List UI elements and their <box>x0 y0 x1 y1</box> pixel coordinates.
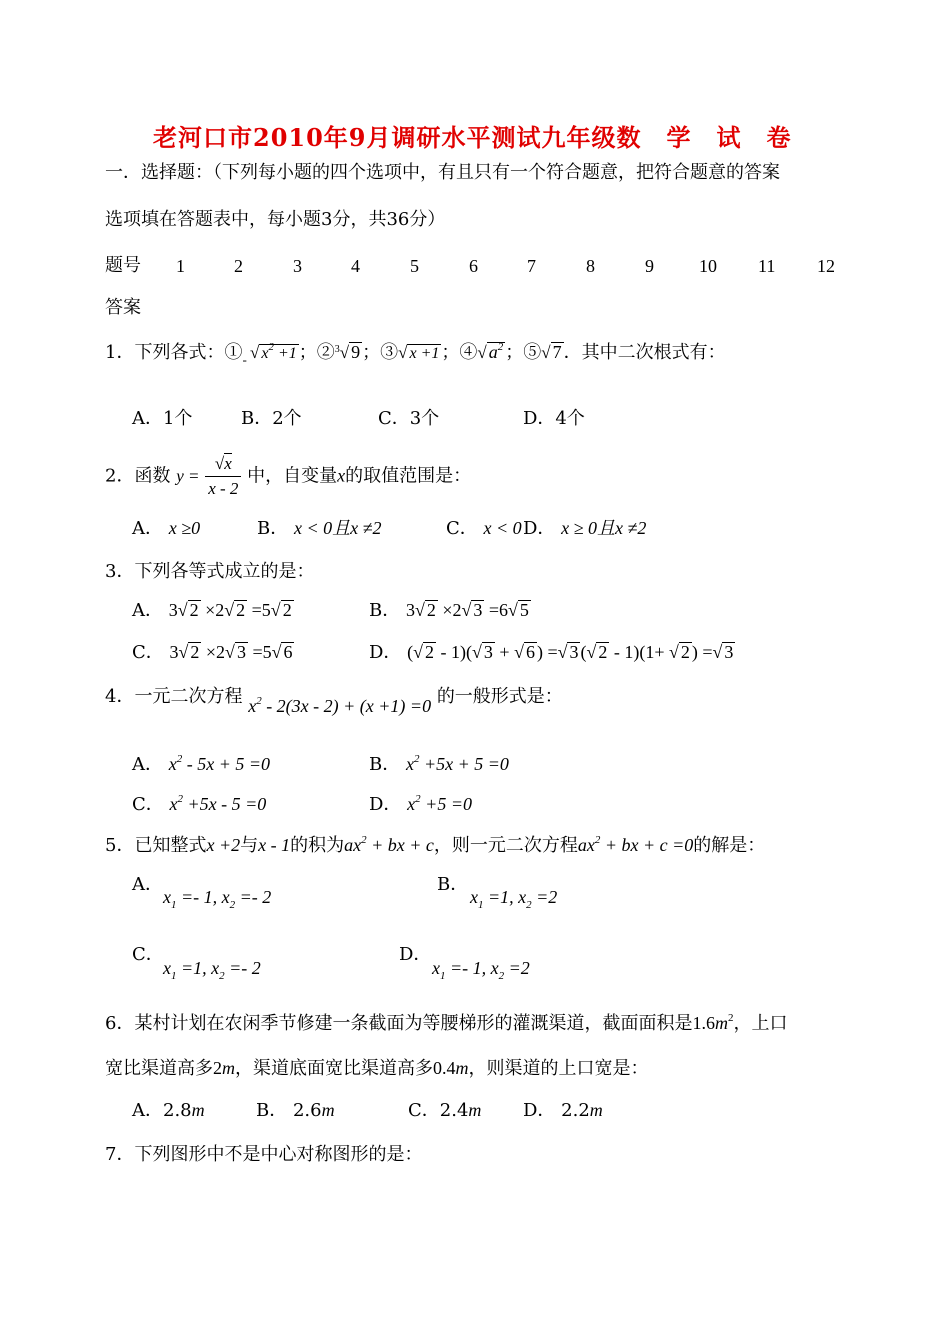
question-number-7: 7 <box>527 256 536 276</box>
question-4-option-b: B． $x^2 +5x + 5 =0$ <box>369 753 509 775</box>
question-3-option-d: D． (√ 2 - 1)(√ 3 + √ 6 ) =√ 3 (√ 2 - 1)(1+ √ 2 ) =√ 3 <box>369 642 734 663</box>
question-1-option-c: C．3个 <box>378 408 440 429</box>
question-2-option-d: D． x ≥ 0且x ≠2 <box>523 518 647 539</box>
question-number-5: 5 <box>410 256 419 276</box>
question-2-option-b: B． x < 0且x ≠2 <box>257 518 382 539</box>
question-3-option-a: A． 3√ 2 ×2√ 2 =5√ 2 <box>132 600 292 621</box>
question-3-option-c: C． 3√ 2 ×2√ 3 =5√ 6 <box>132 642 293 663</box>
question-1-option-d: D．4个 <box>523 408 585 429</box>
question-6-option-b: B． 2.6m <box>256 1100 335 1121</box>
question-5-option-b-label: B． <box>437 874 469 895</box>
question-7-stem: 7．下列图形中不是中心对称图形的是： <box>105 1144 423 1165</box>
question-number-11: 11 <box>758 256 776 276</box>
question-1-stem: 1．下列各式：$①_-$ √ $x^2 +1$ ；②$^3$√ 9 ；③√ x +1 ；④√ $a^2$ ；⑤√ 7 ．其中二次根式有： <box>105 341 726 367</box>
question-6-line-2: 宽比渠道高多2m，渠道底面宽比渠道高多0.4m，则渠道的上口宽是： <box>105 1058 649 1079</box>
question-6-option-c: C．2.4m <box>408 1100 482 1121</box>
question-5-option-a-label: A． <box>132 874 163 895</box>
page-title: 老河口市2010年9月调研水平测试九年级数 学 试 卷 <box>153 123 792 152</box>
question-2-option-c: C． x < 0 <box>446 518 522 539</box>
question-number-label: 题号 <box>105 255 141 276</box>
question-3-option-b: B． 3√ 2 ×2√ 3 =6√ 5 <box>369 600 529 621</box>
section-heading: 一．选择题：（下列每小题的四个选项中，有且只有一个符合题意，把符合题意的答案 <box>105 162 780 183</box>
question-number-2: 2 <box>234 256 243 276</box>
question-6-line-1: 6．某村计划在农闲季节修建一条截面为等腰梯形的灌溉渠道，截面面积是$1.6m^2$，上口 <box>105 1012 788 1034</box>
question-5-option-c: $x_1 =1$, $x_2 =- 2$ <box>163 958 261 982</box>
question-number-8: 8 <box>586 256 595 276</box>
question-number-4: 4 <box>351 256 360 276</box>
question-2-option-a: A． x ≥0 <box>132 518 201 539</box>
answer-label: 答案 <box>105 297 141 318</box>
question-number-9: 9 <box>645 256 654 276</box>
question-number-6: 6 <box>469 256 478 276</box>
question-2-stem: 2．函数 y = $\frac{√x}{x - 2}$ 中，自变量x的取值范围是： <box>105 452 471 501</box>
question-number-3: 3 <box>293 256 302 276</box>
question-5-option-b: $x_1 =1$, $x_2 =2$ <box>470 887 558 911</box>
question-5-option-d: $x_1 =- 1$, $x_2 =2$ <box>432 958 530 982</box>
question-1-option-b: B．2个 <box>241 408 302 429</box>
question-6-option-a: A．2.8m <box>132 1100 205 1121</box>
question-5-stem: 5．已知整式x +2与x - 1的积为$ax^2$ + bx + c，则一元二次方程$ax^2$ + bx + c =0的解是： <box>105 834 766 856</box>
question-6-option-d: D． 2.2m <box>523 1100 603 1121</box>
question-number-1: 1 <box>176 256 185 276</box>
question-4-stem: 4．一元二次方程 $x^2 - 2(3x - 2) + (x +1) =0$ 的一般形式是： <box>105 686 563 716</box>
question-number-12: 12 <box>817 256 835 276</box>
question-5-option-a: $x_1 =- 1$, $x_2 =- 2$ <box>163 887 272 911</box>
question-4-option-d: D． $x^2 +5 =0$ <box>369 793 472 815</box>
function-fraction: $\frac{√x}{x - 2}$ <box>205 452 241 501</box>
section-heading-cont: 选项填在答题表中，每小题3分，共36分） <box>105 209 446 230</box>
question-number-10: 10 <box>699 256 717 276</box>
question-3-stem: 3．下列各等式成立的是： <box>105 561 315 582</box>
question-4-option-c: C． $x^2 +5x - 5 =0$ <box>132 793 267 815</box>
question-5-option-d-label: D． <box>399 944 432 965</box>
question-4-option-a: A． $x^2 - 5x + 5 =0$ <box>132 753 271 775</box>
question-1-option-a: A．1个 <box>132 408 193 429</box>
question-5-option-c-label: C． <box>132 944 164 965</box>
